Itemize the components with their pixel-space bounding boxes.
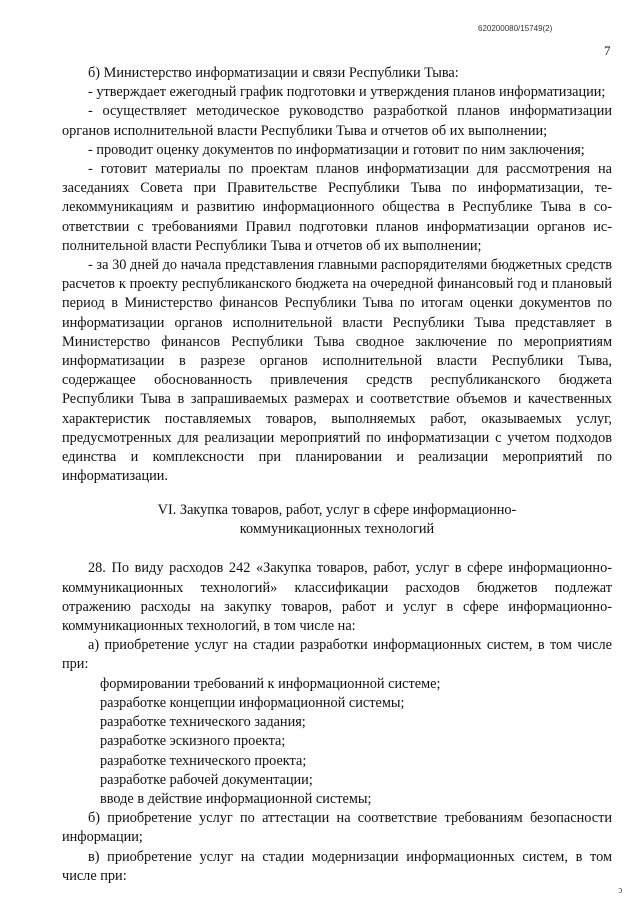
list-item: вводе в действие информационной системы; (100, 790, 372, 807)
list-item: разработке технического проекта; (100, 752, 307, 769)
list-item: разработке рабочей документации; (100, 771, 313, 788)
paragraph-28: 28. По виду расходов 242 «Закупка товаров, работ, услуг в сфере информационно-коммуникационных технологий» классификации расходов бюджетов подлежат отражению расходы на закупку товаров, работ и услуг в сфере информационно-коммуникационных технологий, в том числе на: (62, 560, 612, 635)
list-item: разработке концепции информационной системы; (100, 694, 405, 711)
list-item: - готовит материалы по проектам планов информатизации для рассмотрения на заседаниях Совета при Правительстве Республики Тыва по информатизации, телекоммуникациям и развитию информационного общества в Республике Тыва в соответствии с требованиями Правил подготовки планов информатизации органов исполнительной власти Республики Тыва и отчетов об их выполнении; (62, 161, 612, 254)
scan-mark: ͻ (618, 885, 623, 896)
section-heading (62, 501, 612, 539)
document-body (62, 64, 612, 886)
section-heading-line: VI. Закупка товаров, работ, услуг в сфере информационно- (157, 502, 517, 519)
list-item: - за 30 дней до начала представления главными распорядителями бюджетных средств расчетов к проекту республиканского бюджета на очередной финансовый год и плановый период в Министерство финансов Республики Тыва по итогам оценки документов по информатизации органов исполнительной власти Республики Тыва представляет в Министерство финансов Республики Тыва сводное заключение по мероприятиям информатизации в разрезе органов исполнительной власти Республики Тыва, содержащее обоснованность привлечения средств республиканского бюджета Республики Тыва в запрашиваемых размерах и соответствие объемов и качественных характеристик поставляемых товаров, выполняемых работ, оказываемых услуг, предусмотренных для реализации мероприятий по информатизации с учетом подходов единства и комплексности при планировании и реализации мероприятий по информатизации. (62, 257, 612, 485)
page-number: 7 (604, 43, 611, 58)
list-item: разработке технического задания; (100, 714, 306, 731)
list-item: - осуществляет методическое руководство разработкой планов информатизации органов исполнительной власти Республики Тыва и отчетов об их выполнении; (62, 103, 612, 139)
paragraph-b: б) приобретение услуг по аттестации на соответствие требованиям безопасности информации; (62, 810, 612, 846)
document-id: 620200080/15749(2) (478, 24, 553, 33)
paragraph-a: а) приобретение услуг на стадии разработки информационных систем, в том числе при: (62, 637, 612, 673)
list-item: разработке эскизного проекта; (100, 733, 286, 750)
list-item: формировании требований к информационной системе; (100, 675, 441, 692)
paragraph-v: в) приобретение услуг на стадии модернизации информационных систем, в том числе при: (62, 848, 612, 884)
list-item: - утверждает ежегодный график подготовки и утверждения планов информатизации; (88, 84, 606, 101)
section-heading-line: коммуникационных технологий (239, 521, 435, 538)
list-item: - проводит оценку документов по информатизации и готовит по ним заключения; (88, 141, 585, 158)
paragraph-b-heading: б) Министерство информатизации и связи Республики Тыва: (88, 65, 459, 81)
